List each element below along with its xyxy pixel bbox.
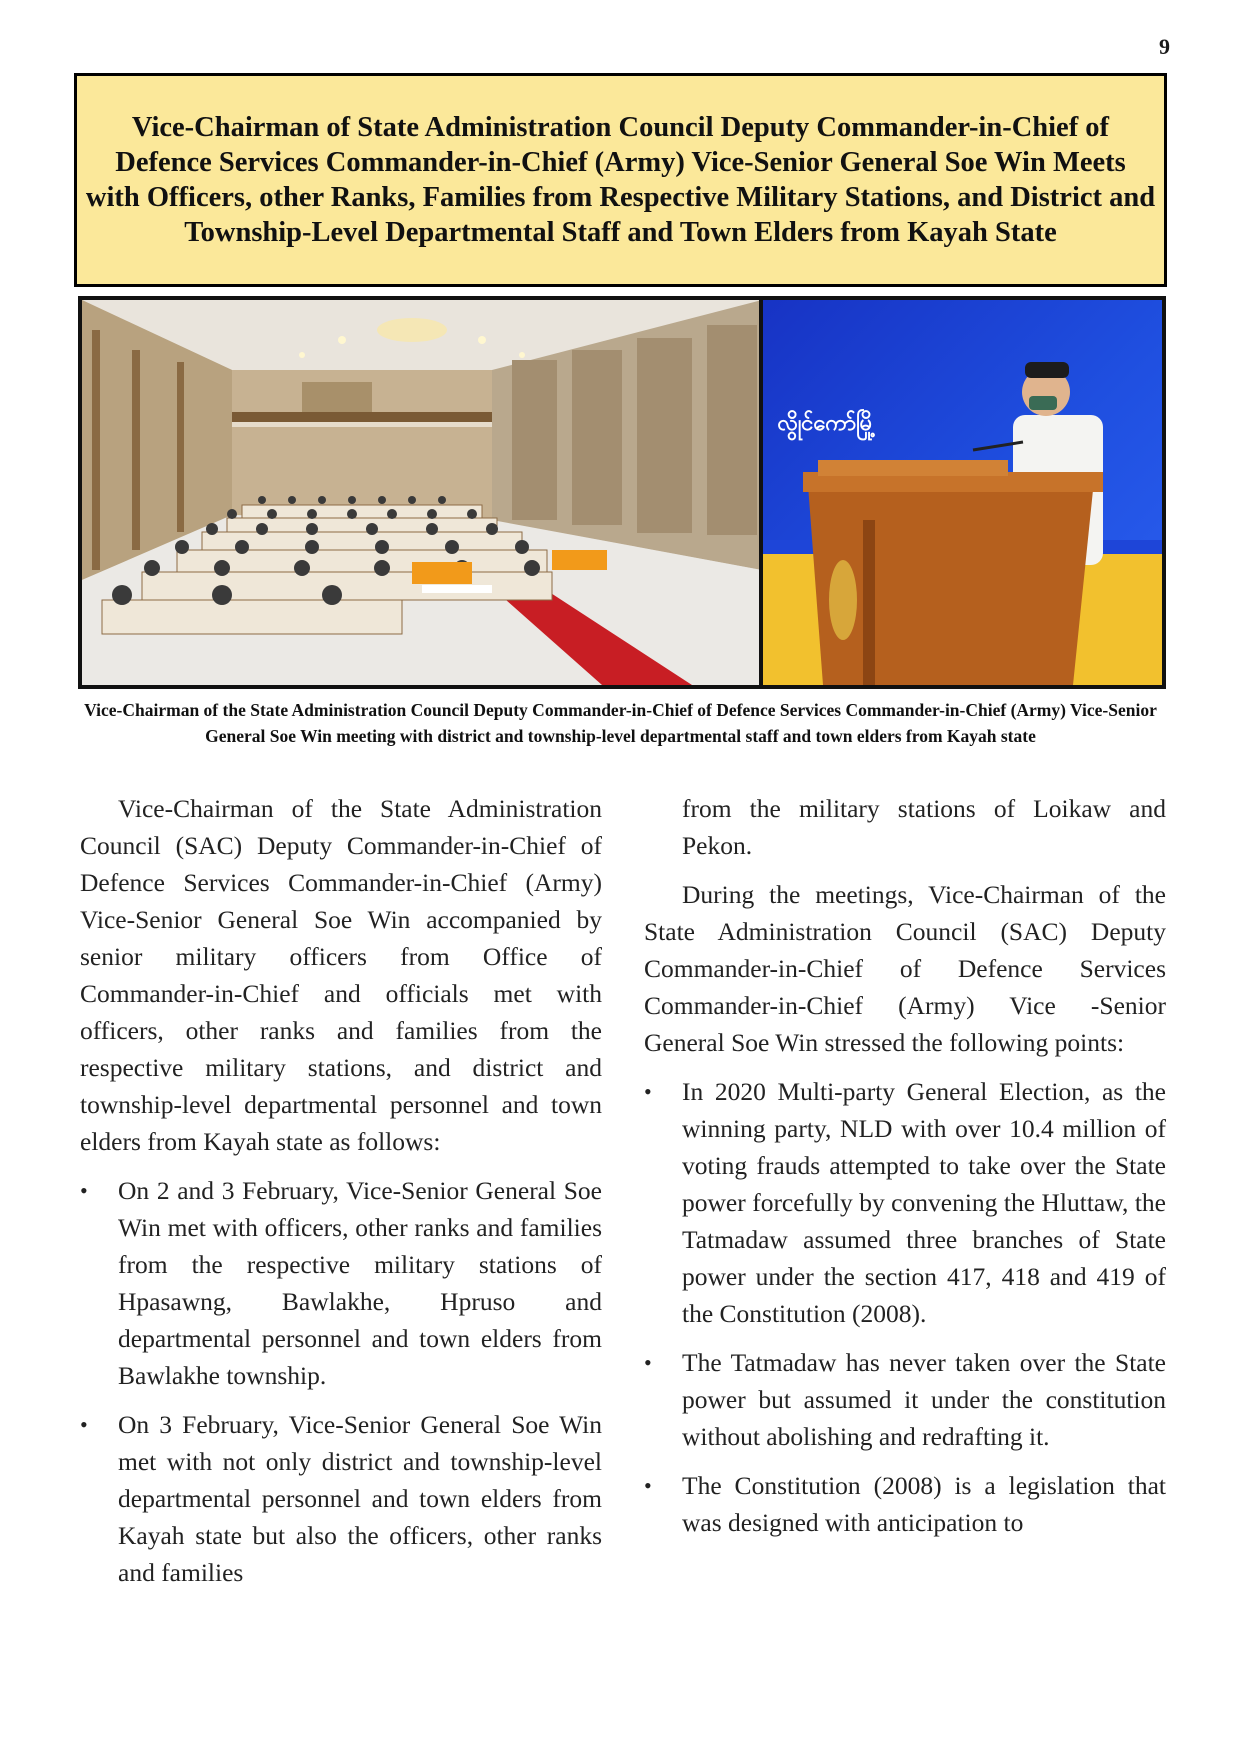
bullet-icon: • <box>80 1178 88 1203</box>
left-bullet-list <box>80 1172 602 1591</box>
photo-meeting-hall <box>82 300 759 685</box>
speaker-illustration <box>763 300 1162 685</box>
photo-frame <box>78 296 1166 689</box>
list-item-text: On 3 February, Vice-Senior General Soe Win met with not only district and township-level departmental personnel and town elders from Kayah state but also the officers, other ranks and families <box>118 1410 602 1587</box>
bullet-icon: • <box>644 1473 652 1498</box>
list-item <box>644 1073 1166 1332</box>
list-item <box>80 1172 602 1394</box>
list-item-text: The Constitution (2008) is a legislation that was designed with anticipation to <box>682 1471 1166 1537</box>
photo-speaker-podium <box>763 300 1162 685</box>
headline-box <box>74 73 1167 287</box>
list-item <box>80 1406 602 1591</box>
right-bullet-list <box>644 1073 1166 1541</box>
list-item-text: On 2 and 3 February, Vice-Senior General Soe Win met with officers, other ranks and families from the respective military stations of Hpasawng, Bawlakhe, Hpruso and departmental personnel and town elders from Bawlakhe township. <box>118 1176 602 1390</box>
list-item <box>644 1344 1166 1455</box>
headline: Vice-Chairman of State Administration Council Deputy Commander-in-Chief of Defence Services Commander-in-Chief (Army) Vice-Senior General Soe Win Meets with Officers, other Ranks, Families from Respective Military Stations, and District and Township-Level Departmental Staff and Town Elders from Kayah State <box>85 112 1156 248</box>
list-item-text: In 2020 Multi-party General Election, as the winning party, NLD with over 10.4 million of voting frauds attempted to take over the State power forcefully by convening the Hluttaw, the Tatmadaw assumed three branches of State power under the section 417, 418 and 419 of the Constitution (2008). <box>682 1077 1166 1328</box>
continued-bullet-text: from the military stations of Loikaw and Pekon. <box>682 794 1166 860</box>
bullet-icon: • <box>80 1412 88 1437</box>
hall-illustration <box>82 300 759 685</box>
page-number: 9 <box>1159 34 1170 59</box>
bullet-icon: • <box>644 1079 652 1104</box>
left-column <box>80 790 602 1603</box>
bullet-icon: • <box>644 1350 652 1375</box>
meeting-paragraph: During the meetings, Vice-Chairman of the State Administration Council (SAC) Deputy Commander-in-Chief of Defence Services Commander-in-Chief (Army) Vice -Senior General Soe Win stressed the following points: <box>644 880 1166 1057</box>
right-column <box>644 790 1166 1553</box>
photo-caption: Vice-Chairman of the State Administration Council Deputy Commander-in-Chief of Defence Services Commander-in-Chief (Army) Vice-Senior General Soe Win meeting with district and township-level departmental staff and town elders from Kayah state <box>84 700 1157 746</box>
list-item-text: The Tatmadaw has never taken over the State power but assumed it under the constitution without abolishing and redrafting it. <box>682 1348 1166 1451</box>
intro-paragraph: Vice-Chairman of the State Administration Council (SAC) Deputy Commander-in-Chief of Defence Services Commander-in-Chief (Army) Vice-Senior General Soe Win accompanied by senior military officers from Office of Commander-in-Chief and officials met with officers, other ranks and families from the respective military stations, and district and township-level departmental personnel and town elders from Kayah state as follows: <box>80 794 602 1156</box>
banner-text: လွိုင်ကော်မြို့ <box>777 411 876 436</box>
list-item <box>644 1467 1166 1541</box>
